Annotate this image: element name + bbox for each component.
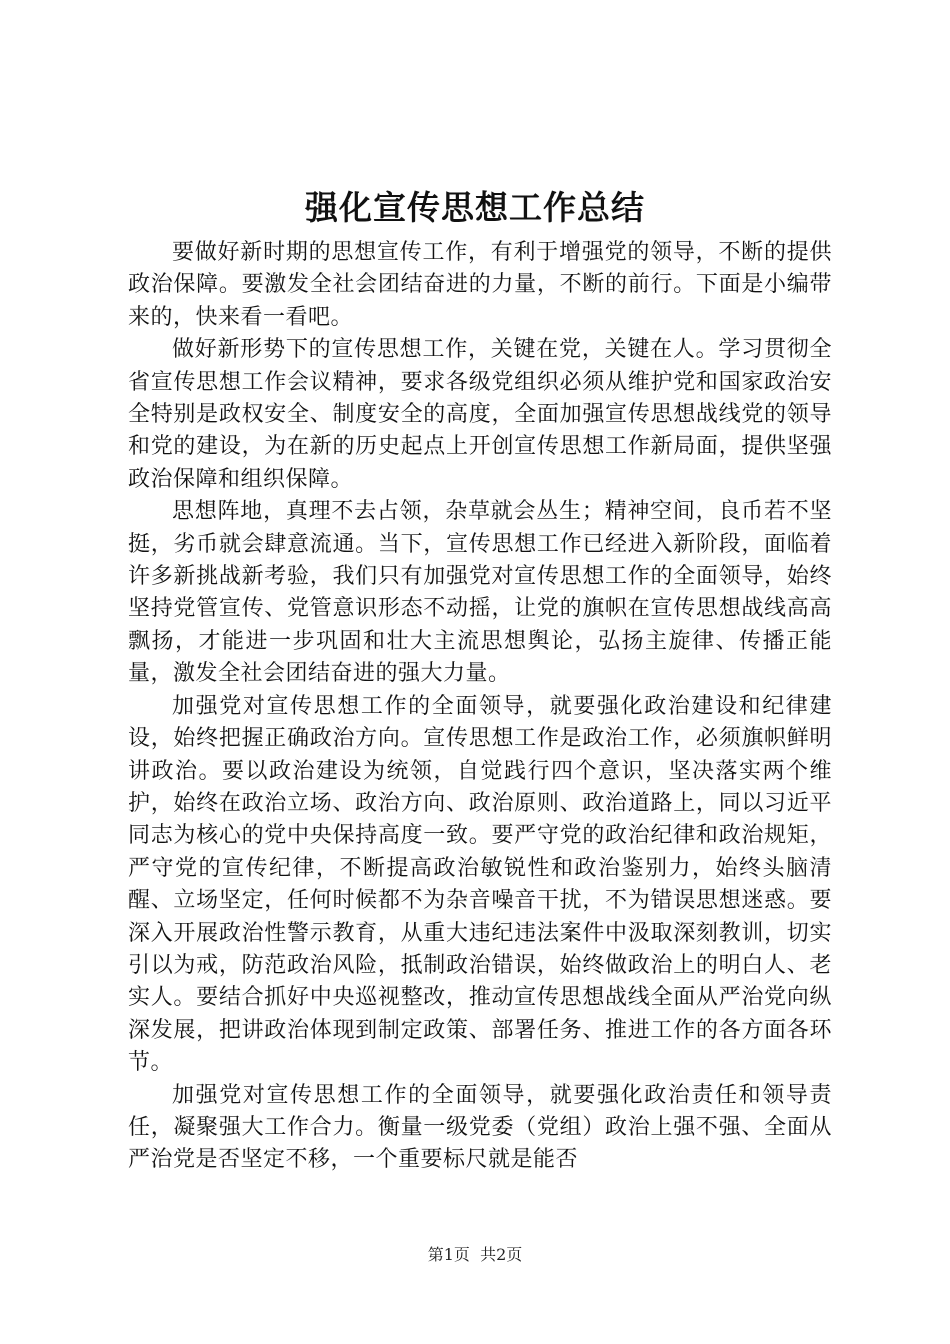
paragraph: 加强党对宣传思想工作的全面领导，就要强化政治责任和领导责任，凝聚强大工作合力。衡量一级党委（党组）政治上强不强、全面从严治党是否坚定不移，一个重要标尺就是能否 — [128, 1082, 832, 1173]
page-number: 第1页 共2页 — [427, 1245, 523, 1264]
document-body — [128, 237, 832, 1177]
paragraph: 思想阵地，真理不去占领，杂草就会丛生；精神空间，良币若不坚挺，劣币就会肆意流通。当下，宣传思想工作已经进入新阶段，面临着许多新挑战新考验，我们只有加强党对宣传思想工作的全面领导，始终坚持党管宣传、党管意识形态不动摇，让党的旗帜在宣传思想战线高高飘扬，才能进一步巩固和壮大主流思想舆论，弘扬主旋律、传播正能量，激发全社会团结奋进的强大力量。 — [128, 499, 832, 687]
paragraph: 做好新形势下的宣传思想工作，关键在党，关键在人。学习贯彻全省宣传思想工作会议精神，要求各级党组织必须从维护党和国家政治安全特别是政权安全、制度安全的高度，全面加强宣传思想战线党的领导和党的建设，为在新的历史起点上开创宣传思想工作新局面，提供坚强政治保障和组织保障。 — [128, 337, 832, 492]
page-footer — [0, 1244, 950, 1266]
paragraph: 加强党对宣传思想工作的全面领导，就要强化政治建设和纪律建设，始终把握正确政治方向。宣传思想工作是政治工作，必须旗帜鲜明讲政治。要以政治建设为统领，自觉践行四个意识，坚决落实两个维护，始终在政治立场、政治方向、政治原则、政治道路上，同以习近平同志为核心的党中央保持高度一致。要严守党的政治纪律和政治规矩，严守党的宣传纪律，不断提高政治敏锐性和政治鉴别力，始终头脑清醒、立场坚定，任何时候都不为杂音噪音干扰，不为错误思想迷惑。要深入开展政治性警示教育，从重大违纪违法案件中汲取深刻教训，切实引以为戒，防范政治风险，抵制政治错误，始终做政治上的明白人、老实人。要结合抓好中央巡视整改，推动宣传思想战线全面从严治党向纵深发展，把讲政治体现到制定政策、部署任务、推进工作的各方面各环节。 — [128, 693, 832, 1076]
document-title: 强化宣传思想工作总结 — [305, 188, 645, 227]
paragraph: 要做好新时期的思想宣传工作，有利于增强党的领导，不断的提供政治保障。要激发全社会团结奋进的力量，不断的前行。下面是小编带来的，快来看一看吧。 — [128, 240, 832, 330]
